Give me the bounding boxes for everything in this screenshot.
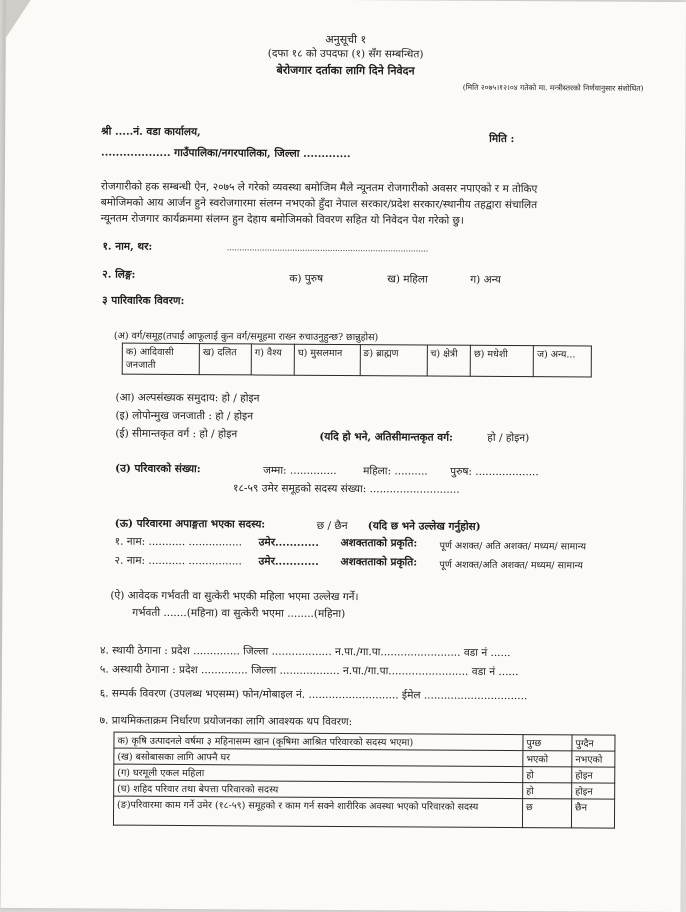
name-label: १. नाम, थर: [102,240,153,253]
caste-option-other[interactable]: ज) अन्य... [533,346,591,377]
priority-table [113,732,616,829]
disabled-row-1-age[interactable]: उमेर............ [258,536,319,549]
priority-answer-a[interactable]: छ [522,799,571,828]
priority-answer-b[interactable]: छैन [571,799,614,828]
priority-question: (ग) घरमूली एकल महिला [114,764,523,782]
disabled-yes-no[interactable]: छ / छैन [316,519,348,533]
address-office: श्री .....नं. वडा कार्यालय, [101,125,201,139]
priority-question: क) कृषि उत्पादनले वर्षमा ३ महिनासम्म खान (कृषिमा आश्रित परिवारको सदस्य भएमा) [114,732,523,750]
priority-question: (ख) बसोबासका लागि आफ्नै घर [114,748,523,766]
gender-option-other[interactable]: ग) अन्य [470,273,501,286]
priority-answer-b[interactable]: पुग्दैन [572,735,615,751]
priority-answer-b[interactable]: होइन [572,783,615,799]
date-label: मिति : [489,132,515,146]
caste-option-brahmin[interactable]: ङ) ब्राह्मण [360,345,427,376]
schedule-heading: अनुसूची १ [325,32,367,47]
priority-row [113,796,614,828]
caste-option-madhesi[interactable]: छ) मधेशी [470,345,533,376]
caste-option-chhetri[interactable]: च) क्षेत्री [427,345,471,376]
caste-question: (अ) वर्ग/समूह(तपाईं आफूलाई कुन वर्ग/समूहमा राख्न रुचाउनुहुन्छ? छान्नुहोस) [113,330,379,344]
caste-option-vaishya[interactable]: ग) वैश्य [251,344,294,375]
priority-answer-a[interactable]: पुग्छ [523,735,572,751]
disabled-row-1-name[interactable]: १. नाम: ........... ................ [114,535,243,549]
caste-options-table [122,343,592,378]
gender-option-male[interactable]: क) पुरुष [289,272,324,285]
gender-label: २. लिङ्ग: [102,268,136,281]
disabled-row-1-types[interactable]: पूर्ण अशक्त/ अति अशक्त/ मध्यम/ सामान्य [439,540,587,553]
priority-answer-b[interactable]: होइन [572,767,615,783]
form-title: बेरोजगार दर्ताका लागि दिने निवेदन [276,63,415,78]
disabled-row-2-type-label: अशक्तताको प्रकृति: [340,555,418,569]
priority-question: (घ) शहिद परिवार तथा बेपत्ता परिवारको सदस्य [114,780,523,798]
marginal-extra-label: (यदि हो भने, अतिसीमान्तकृत वर्ग: [319,430,453,444]
priority-answer-a[interactable]: भएको [523,751,572,767]
caste-option-indigenous[interactable]: क) आदिवासी जनजाती [122,343,199,374]
disabled-row-2-name[interactable]: २. नाम: ........... ................ [114,554,242,568]
priority-answer-b[interactable]: नभएको [572,751,615,767]
marginal-question[interactable]: (ई) सीमान्तकृत वर्ग : हो / होइन [115,427,238,441]
name-field[interactable]: ................................................................................ [226,242,429,255]
contact-details-row[interactable]: ६. सम्पर्क विवरण (उपलब्ध भएसम्म) फोन/मोबाइल नं. ........................... ईमेल ............................... [99,687,528,703]
intro-line-2: बमोजिमको आय आर्जन हुने स्वरोजगारमा संलग्न नभएको हुँदा नेपाल सरकार/प्रदेश सरकार/स्थानीय तहद्वारा संचालित [100,196,538,212]
endangered-question[interactable]: (इ) लोपोन्मुख जनजाती : हो / होइन [115,409,254,423]
priority-answer-a[interactable]: हो [523,783,572,799]
caste-option-muslim[interactable]: घ) मुसलमान [294,344,360,375]
minority-question[interactable]: (आ) अल्पसंख्यक समुदाय: हो / होइन [115,391,260,405]
marginal-extra-answer[interactable]: हो / होइन) [487,431,530,445]
family-male-field[interactable]: पुरुष: ................... [450,465,539,479]
family-count-label: (उ) परिवारको संख्या: [115,462,201,476]
intro-line-1: रोजगारीको हक सम्बन्धी ऐन, २०७५ ले गरेको व्यवस्था बमोजिम मैले न्यूनतम रोजगारीको अवसर नपाएको र म तोकिए [100,180,538,196]
family-female-field[interactable]: महिला: .......... [363,465,428,478]
priority-answer-a[interactable]: हो [523,767,572,783]
disabled-row-1-type-label: अशक्तताको प्रकृति: [340,536,418,550]
gender-option-female[interactable]: ख) महिला [387,273,428,286]
amendment-note: (मिति २०७५।१२।०४ गतेको मा. मन्त्रीस्तरको निर्णयानुसार संशोधित) [462,82,644,93]
pregnancy-question: (ऐ) आवेदक गर्भवती वा सुत्केरी भएकी महिला भएमा उल्लेख गर्ने। [110,589,359,604]
age-group-field[interactable]: १८-५९ उमेर समूहको सदस्य संख्या: ........................... [232,482,460,496]
priority-question: (ङ)परिवारमा काम गर्ने उमेर (१८-५९) समूहको र काम गर्न सक्ने शारीरिक अवस्था भएको परिवारको सदस्य [113,796,522,827]
disabled-instruction: (यदि छ भने उल्लेख गर्नुहोस) [367,520,481,533]
priority-heading: ७. प्राथमिकताक्रम निर्धारण प्रयोजनका लागि आवश्यक थप विवरण: [99,714,353,729]
intro-line-3: न्यूनतम रोजगार कार्यक्रममा संलग्न हुन देहाय बमोजिमको विवरण सहित यो निवेदन पेश गरेको छु। [100,212,464,227]
address-municipality: ................... गाउँपालिका/नगरपालिका, जिल्ला ............. [101,146,351,161]
pregnancy-months-field[interactable]: गर्भवती .......(महिना) वा सुत्केरी भएमा ........(महिना) [132,606,346,621]
reference-line: (दफा १८ को उपदफा (१) सँग सम्बन्धित) [267,47,424,61]
disabled-row-2-types[interactable]: पूर्ण अशक्त/अति अशक्त/ मध्यम/ सामान्य [439,559,583,572]
permanent-address-row[interactable]: ४. स्थायी ठेगाना : प्रदेश .............. जिल्ला .................. न.पा./गा.पा........................ वडा नं ...... [99,644,511,660]
disabled-members-label: (ऊ) परिवारमा अपाङ्गता भएका सदस्य: [114,517,266,531]
caste-option-dalit[interactable]: ख) दलित [199,344,251,375]
disabled-row-2-age[interactable]: उमेर............ [258,555,319,568]
family-total-field[interactable]: जम्मा: .............. [263,464,337,477]
temporary-address-row[interactable]: ५. अस्थायी ठेगाना : प्रदेश .............. जिल्ला .................. न.पा./गा.पा........................ वडा नं ...... [99,663,519,679]
family-details-heading: ३ पारिवारिक विवरण: [102,294,185,308]
